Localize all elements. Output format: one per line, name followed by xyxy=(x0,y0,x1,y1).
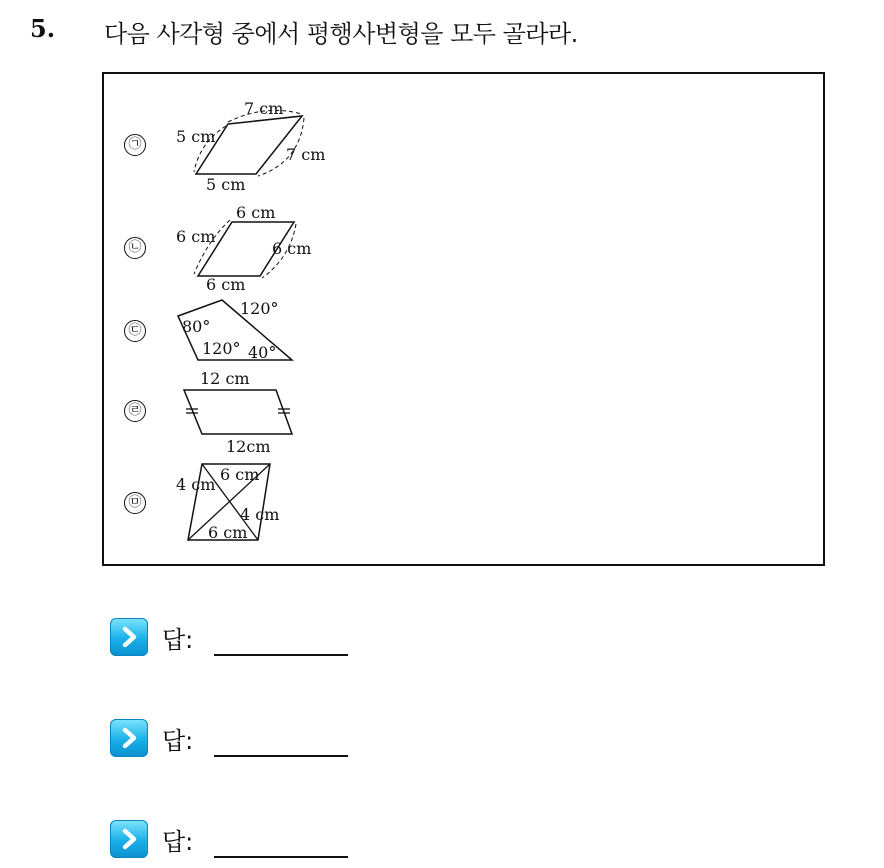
shape-3-mark-left: 80° xyxy=(182,317,211,336)
shape-1-mark-left: 5 cm xyxy=(176,127,216,146)
figure-box xyxy=(102,72,825,566)
shape-4-outline xyxy=(184,390,292,434)
shape-1-figure xyxy=(164,96,344,196)
answer-row-1 xyxy=(110,618,370,662)
question-text: 다음 사각형 중에서 평행사변형을 모두 골라라. xyxy=(104,20,578,48)
shape-label-1: ㉠ xyxy=(124,134,146,156)
answer-blank[interactable] xyxy=(214,654,348,656)
shape-5-mark-bottom: 6 cm xyxy=(208,523,248,542)
shape-5-mark-right: 4 cm xyxy=(240,505,280,524)
shape-5-figure xyxy=(164,456,364,552)
answer-label: 답: xyxy=(162,727,194,755)
shape-3-mark-top-right: 120° xyxy=(240,299,279,318)
shape-4-mark-bottom: 12cm xyxy=(226,437,271,456)
shape-2-mark-top: 6 cm xyxy=(236,203,276,222)
shape-3-mark-bottom-left: 120° xyxy=(202,339,241,358)
shape-4-mark-top: 12 cm xyxy=(200,369,250,388)
shape-1-mark-bottom: 5 cm xyxy=(206,175,246,194)
shape-label-5: ㉤ xyxy=(124,492,146,514)
chevron-right-icon xyxy=(110,820,148,858)
chevron-right-icon xyxy=(110,618,148,656)
answer-label: 답: xyxy=(162,828,194,856)
answer-blank[interactable] xyxy=(214,755,348,757)
shape-2-mark-bottom: 6 cm xyxy=(206,275,246,294)
shape-2-figure xyxy=(164,200,344,296)
answer-row-2 xyxy=(110,719,370,763)
answer-row-3 xyxy=(110,820,370,864)
shape-4-figure xyxy=(164,366,364,458)
shape-2-mark-right: 6 cm xyxy=(272,239,312,258)
shape-5-mark-top: 6 cm xyxy=(220,465,260,484)
question-number: 5. xyxy=(30,14,56,43)
shape-1-mark-top: 7 cm xyxy=(244,99,284,118)
shape-3-figure xyxy=(164,290,344,370)
shape-label-2: ㉡ xyxy=(124,237,146,259)
shape-2-mark-left: 6 cm xyxy=(176,227,216,246)
answer-blank[interactable] xyxy=(214,856,348,858)
shape-5-mark-left: 4 cm xyxy=(176,475,216,494)
answer-label: 답: xyxy=(162,626,194,654)
shape-label-4: ㉣ xyxy=(124,400,146,422)
shape-3-mark-bottom-right: 40° xyxy=(248,343,277,362)
chevron-right-icon xyxy=(110,719,148,757)
shape-1-mark-right: 7 cm xyxy=(286,145,326,164)
shape-label-3: ㉢ xyxy=(124,320,146,342)
